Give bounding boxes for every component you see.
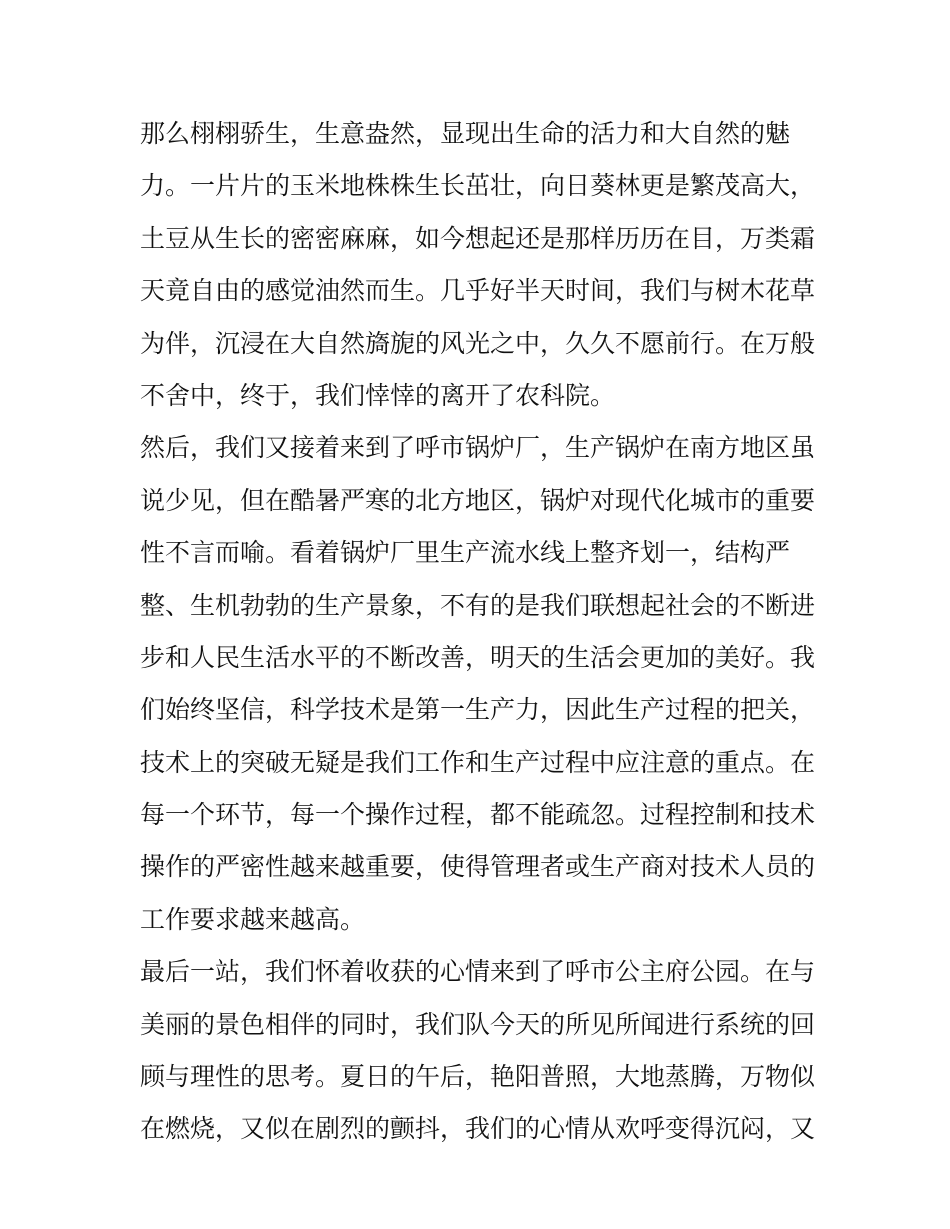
text-line: 天竟自由的感觉油然而生。几乎好半天时间，我们与树木花草 [140, 276, 816, 306]
text-line: 工作要求越来越高。 [140, 904, 366, 934]
body-text [140, 108, 820, 1156]
text-line: 土豆从生长的密密麻麻，如今想起还是那样历历在目，万类霜 [140, 223, 816, 253]
text-line: 不舍中，终于，我们悻悻的离开了农科院。 [140, 380, 616, 410]
text-line: 技术上的突破无疑是我们工作和生产过程中应注意的重点。在 [140, 747, 816, 777]
text-line: 们始终坚信，科学技术是第一生产力，因此生产过程的把关， [140, 695, 816, 725]
text-line: 为伴，沉浸在大自然旖旎的风光之中，久久不愿前行。在万般 [140, 328, 816, 358]
text-line: 那么栩栩骄生，生意盎然，显现出生命的活力和大自然的魅 [140, 119, 791, 148]
text-line: 操作的严密性越来越重要，使得管理者或生产商对技术人员的 [140, 852, 816, 882]
text-line: 整、生机勃勃的生产景象，不有的是我们联想起社会的不断进 [140, 590, 816, 620]
text-line: 力。一片片的玉米地株株生长茁壮，向日葵林更是繁茂高大， [140, 171, 816, 201]
text-line: 性不言而喻。看着锅炉厂里生产流水线上整齐划一，结构严 [140, 538, 791, 568]
text-line: 步和人民生活水平的不断改善，明天的生活会更加的美好。我 [140, 642, 816, 672]
text-line: 美丽的景色相伴的同时，我们队今天的所见所闻进行系统的回 [140, 1009, 816, 1039]
text-line: 最后一站，我们怀着收获的心情来到了呼市公主府公园。在与 [140, 957, 816, 987]
text-line: 然后，我们又接着来到了呼市锅炉厂，生产锅炉在南方地区虽 [140, 433, 816, 463]
text-line: 在燃烧，又似在剧烈的颤抖，我们的心情从欢呼变得沉闷，又 [140, 1114, 816, 1144]
text-line: 顾与理性的思考。夏日的午后，艳阳普照，大地蒸腾，万物似 [140, 1062, 816, 1092]
text-line: 说少见，但在酷暑严寒的北方地区，锅炉对现代化城市的重要 [140, 485, 816, 515]
text-line: 每一个环节，每一个操作过程，都不能疏忽。过程控制和技术 [140, 800, 816, 830]
